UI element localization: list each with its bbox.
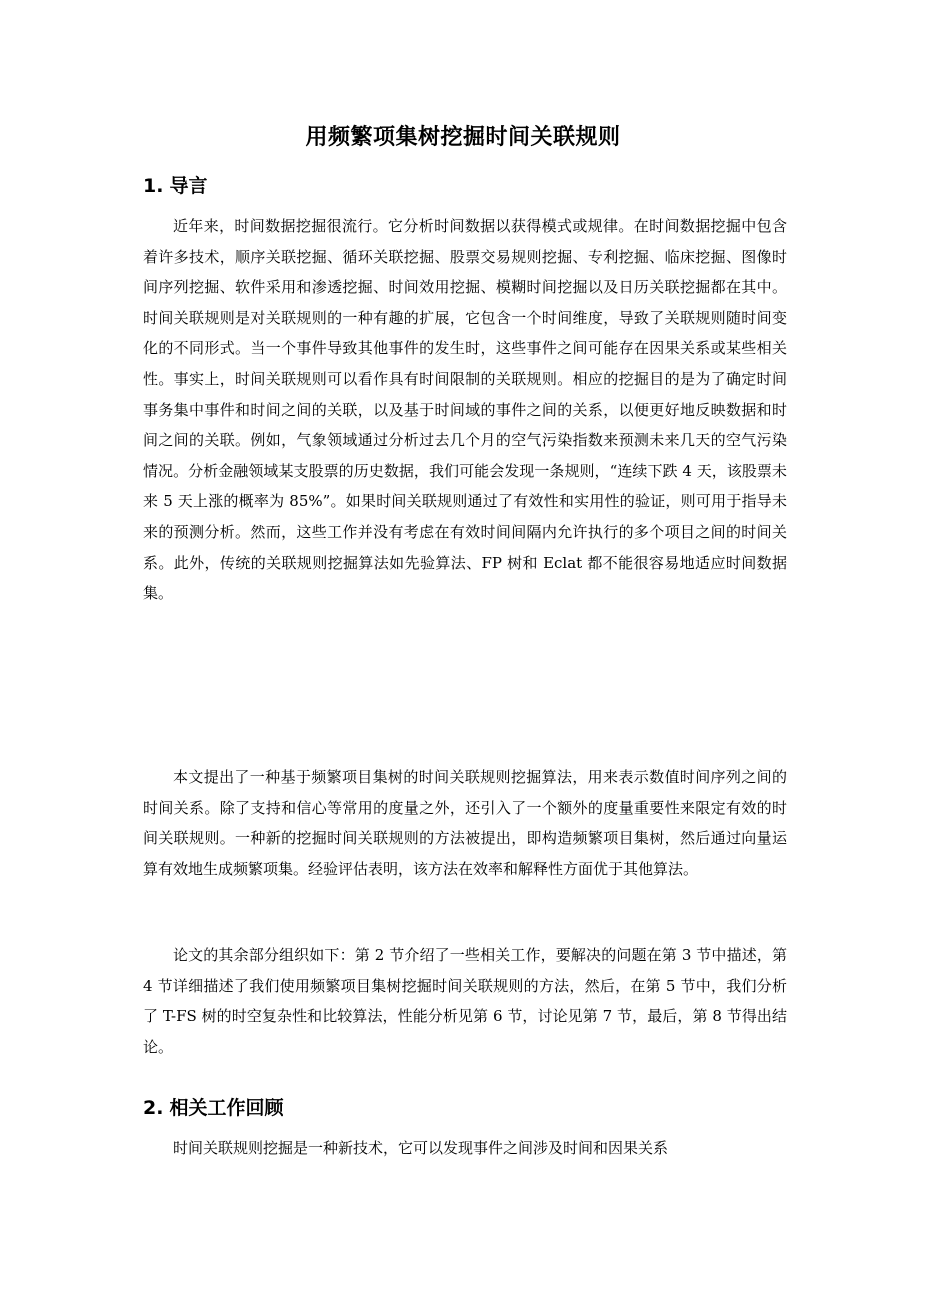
section-title: 相关工作回顾 (169, 1097, 284, 1119)
paragraph-intro-3: 论文的其余部分组织如下：第 2 节介绍了一些相关工作，要解决的问题在第 3 节中描述，第 4 节详细描述了我们使用频繁项目集树挖掘时间关联规则的方法，然后，在第 5 节中，我们分析了 T-FS 树的时空复杂性和比较算法，性能分析见第 6 节，讨论见第 7 节，最后，第 8 节得出结论。 (143, 946, 787, 1056)
section-number: 1. (143, 175, 164, 197)
section-title: 导言 (169, 175, 208, 197)
section-heading-related-work (143, 1090, 283, 1126)
paragraph-intro-1: 近年来，时间数据挖掘很流行。它分析时间数据以获得模式或规律。在时间数据挖掘中包含着许多技术，顺序关联挖掘、循环关联挖掘、股票交易规则挖掘、专利挖掘、临床挖掘、图像时间序列挖掘、软件采用和渗透挖掘、时间效用挖掘、模糊时间挖掘以及日历关联挖掘都在其中。时间关联规则是对关联规则的一种有趣的扩展，它包含一个时间维度，导致了关联规则随时间变化的不同形式。当一个事件导致其他事件的发生时，这些事件之间可能存在因果关系或某些相关性。事实上，时间关联规则可以看作具有时间限制的关联规则。相应的挖掘目的是为了确定时间事务集中事件和时间之间的关联，以及基于时间域的事件之间的关系，以便更好地反映数据和时间之间的关联。例如，气象领域通过分析过去几个月的空气污染指数来预测未来几天的空气污染情况。分析金融领域某支股票的历史数据，我们可能会发现一条规则，“连续下跌 4 天，该股票未来 5 天上涨的概率为 85%”。如果时间关联规则通过了有效性和实用性的验证，则可用于指导未来的预测分析。然而，这些工作并没有考虑在有效时间间隔内允许执行的多个项目之间的时间关系。此外，传统的关联规则挖掘算法如先验算法、FP 树和 Eclat 都不能很容易地适应时间数据集。 (143, 217, 787, 603)
section-heading-introduction (143, 168, 207, 204)
document-title: 用频繁项集树挖掘时间关联规则 (305, 125, 621, 150)
paragraph-related-1: 时间关联规则挖掘是一种新技术，它可以发现事件之间涉及时间和因果关系 (173, 1139, 669, 1157)
paragraph-intro-2: 本文提出了一种基于频繁项目集树的时间关联规则挖掘算法，用来表示数值时间序列之间的时间关系。除了支持和信心等常用的度量之外，还引入了一个额外的度量重要性来限定有效的时间关联规则。一种新的挖掘时间关联规则的方法被提出，即构造频繁项目集树，然后通过向量运算有效地生成频繁项集。经验评估表明，该方法在效率和解释性方面优于其他算法。 (143, 768, 787, 878)
section-number: 2. (143, 1097, 164, 1119)
